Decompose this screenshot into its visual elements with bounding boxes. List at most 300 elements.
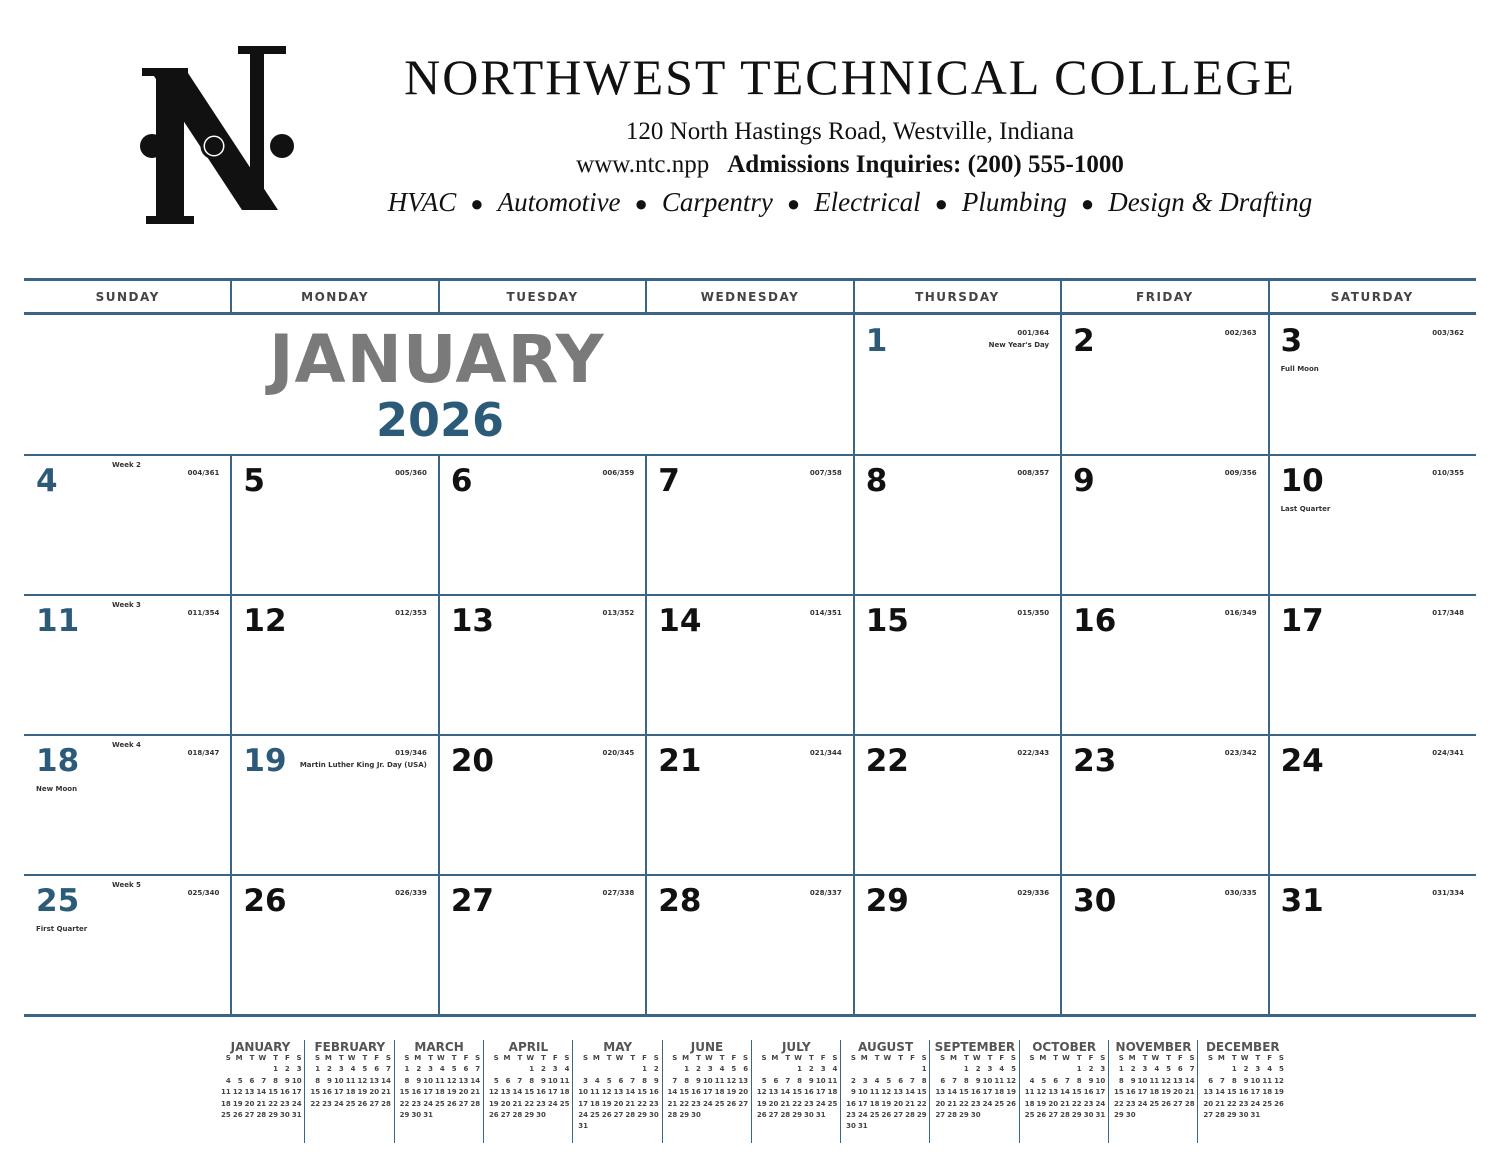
mini-day: 2	[653, 1065, 659, 1074]
mini-day: 30	[649, 1110, 659, 1119]
day-of-year: 018/347	[187, 749, 220, 757]
mini-day: 24	[1095, 1099, 1106, 1108]
mini-day: 27	[738, 1099, 749, 1108]
mini-weekday: F	[642, 1054, 647, 1062]
day-cell[interactable]	[1061, 735, 1268, 875]
mini-day: 18	[1149, 1088, 1160, 1097]
mini-weekday: W	[794, 1054, 802, 1062]
mini-day: 27	[935, 1110, 946, 1119]
mini-day: 17	[702, 1088, 713, 1097]
mini-month	[1020, 1040, 1109, 1143]
mini-weekday: W	[347, 1054, 356, 1062]
month-calendar	[24, 278, 1476, 1017]
mini-day: 16	[411, 1088, 422, 1097]
mini-day: 9	[541, 1076, 546, 1085]
day-cell[interactable]	[854, 455, 1061, 595]
program-item: Plumbing	[961, 187, 1067, 217]
address: 120 North Hastings Road, Westville, Indiana	[625, 118, 1075, 145]
mini-day: 19	[726, 1088, 737, 1097]
mini-weekday: S	[1010, 1054, 1016, 1062]
day-note: Last Quarter	[1280, 505, 1331, 513]
mini-weekday: W	[1151, 1054, 1160, 1062]
day-note: New Moon	[36, 785, 78, 793]
mini-week-row	[484, 1088, 573, 1099]
day-number: 14	[658, 603, 702, 639]
mini-day: 4	[594, 1076, 600, 1085]
day-cell[interactable]	[854, 315, 1061, 455]
mini-day: 14	[1060, 1088, 1070, 1097]
mini-week-row	[752, 1111, 841, 1122]
mini-day: 19	[446, 1088, 457, 1097]
weekday-header: THURSDAY	[854, 281, 1061, 315]
mini-day	[1034, 1065, 1046, 1076]
mini-week-row	[1109, 1077, 1198, 1088]
day-number: 8	[865, 463, 888, 499]
mini-day: 9	[975, 1076, 981, 1085]
grid-divider	[645, 281, 647, 315]
day-cell[interactable]	[1269, 455, 1476, 595]
grid-divider	[230, 281, 232, 315]
mini-day: 28	[780, 1110, 791, 1119]
mini-day: 30	[411, 1110, 422, 1119]
mini-weekday: T	[517, 1054, 523, 1062]
mini-day: 16	[691, 1088, 701, 1097]
mini-day: 21	[625, 1099, 636, 1108]
mini-weekday: M	[950, 1054, 957, 1062]
program-item: Electrical	[814, 187, 921, 217]
mini-week-row	[841, 1065, 930, 1076]
mini-day: 14	[1184, 1076, 1195, 1085]
mini-weekday: T	[362, 1054, 368, 1062]
mini-week-row	[663, 1088, 752, 1099]
mini-weekday: F	[552, 1054, 558, 1062]
day-cell[interactable]	[231, 735, 438, 875]
mini-day: 27	[893, 1110, 904, 1119]
mini-week-row	[1020, 1111, 1109, 1122]
mini-weekday: S	[832, 1054, 838, 1062]
mini-weekday-row	[395, 1054, 484, 1065]
day-cell[interactable]	[854, 735, 1061, 875]
mini-day: 17	[815, 1088, 826, 1097]
mini-day: 14	[381, 1076, 391, 1085]
day-cell[interactable]	[439, 595, 646, 735]
mini-day: 12	[446, 1076, 457, 1085]
mini-day: 25	[1149, 1099, 1160, 1108]
month-title: JANUARY	[269, 321, 605, 398]
day-of-year: 011/354	[187, 609, 220, 617]
day-cell[interactable]	[231, 875, 438, 1015]
mini-day: 27	[1203, 1110, 1214, 1119]
mini-weekday: M	[860, 1054, 868, 1062]
mini-day: 19	[881, 1099, 892, 1108]
day-cell[interactable]	[1061, 455, 1268, 595]
day-of-year: 002/363	[1224, 329, 1257, 337]
mini-divider	[751, 1040, 752, 1143]
grid-divider	[438, 281, 440, 315]
college-logo	[138, 40, 298, 230]
mini-day: 17	[982, 1088, 993, 1097]
day-cell[interactable]	[646, 455, 853, 595]
mini-week-row	[841, 1088, 930, 1099]
day-number: 3	[1280, 323, 1303, 359]
mini-day: 9	[327, 1076, 332, 1085]
mini-weekday: T	[874, 1054, 880, 1062]
mini-day: 18	[869, 1099, 880, 1108]
day-note: Full Moon	[1280, 365, 1319, 373]
day-cell[interactable]	[439, 455, 646, 595]
mini-weekday: W	[704, 1054, 713, 1062]
mini-day: 22	[637, 1099, 647, 1108]
mini-week-row	[305, 1065, 394, 1076]
mini-week-row	[484, 1065, 573, 1076]
mini-week-row	[395, 1111, 484, 1122]
mini-day: 21	[1060, 1099, 1070, 1108]
mini-day: 26	[357, 1099, 368, 1108]
day-cell[interactable]	[1269, 735, 1476, 875]
mini-day: 10	[702, 1076, 713, 1085]
mini-day: 24	[423, 1099, 433, 1108]
mini-day: 30	[691, 1110, 701, 1119]
mini-day: 21	[780, 1099, 791, 1108]
mini-week-row	[573, 1122, 662, 1133]
mini-day: 8	[404, 1076, 410, 1085]
day-cell[interactable]	[1061, 875, 1268, 1015]
mini-day: 31	[578, 1122, 588, 1131]
day-of-year: 022/343	[1017, 749, 1050, 757]
mini-day: 2	[1088, 1065, 1094, 1074]
mini-day: 14	[512, 1088, 523, 1097]
mini-day: 29	[792, 1110, 802, 1119]
day-cell[interactable]	[1269, 595, 1476, 735]
day-of-year: 021/344	[809, 749, 842, 757]
mini-day: 23	[846, 1110, 856, 1119]
mini-day: 16	[280, 1088, 290, 1097]
mini-day: 18	[590, 1099, 600, 1108]
mini-day: 1	[529, 1065, 535, 1074]
day-of-year: 027/338	[602, 889, 635, 897]
mini-day: 4	[564, 1065, 570, 1074]
mini-day: 19	[1036, 1099, 1047, 1108]
day-cell[interactable]	[1269, 315, 1476, 455]
mini-day	[576, 1065, 588, 1076]
mini-day: 29	[916, 1110, 927, 1119]
mini-day: 17	[333, 1088, 344, 1097]
mini-day: 16	[1238, 1088, 1249, 1097]
mini-day: 25	[994, 1099, 1005, 1108]
day-number: 26	[243, 883, 287, 919]
mini-day: 10	[423, 1076, 433, 1085]
mini-day: 6	[1177, 1065, 1183, 1074]
mini-day: 4	[832, 1065, 838, 1074]
mini-day	[1058, 1065, 1070, 1076]
mini-day: 20	[893, 1099, 904, 1108]
mini-day: 26	[1036, 1110, 1047, 1119]
mini-day: 17	[423, 1088, 433, 1097]
day-of-year: 017/348	[1432, 609, 1464, 617]
mini-day: 15	[916, 1088, 927, 1097]
day-of-year: 007/358	[809, 469, 842, 477]
mini-day: 7	[672, 1076, 678, 1085]
mini-day: 22	[792, 1099, 802, 1108]
mini-day: 14	[905, 1088, 915, 1097]
mini-day: 31	[857, 1122, 868, 1131]
mini-day: 26	[488, 1110, 499, 1119]
mini-day: 25	[1024, 1110, 1035, 1119]
mini-day: 1	[1076, 1065, 1082, 1074]
day-number: 23	[1073, 743, 1117, 779]
mini-weekday-row	[1198, 1054, 1287, 1065]
mini-day: 6	[743, 1065, 749, 1074]
mini-week-row	[395, 1088, 484, 1099]
mini-weekday: W	[615, 1054, 624, 1062]
mini-day: 23	[970, 1099, 981, 1108]
mini-weekday: M	[1039, 1054, 1047, 1062]
day-cell[interactable]	[439, 875, 646, 1015]
mini-day: 19	[232, 1099, 243, 1108]
day-of-year: 013/352	[602, 609, 635, 617]
mini-day: 3	[1142, 1065, 1148, 1074]
mini-day: 11	[435, 1076, 445, 1085]
mini-day: 23	[649, 1099, 659, 1108]
day-of-year: 006/359	[602, 469, 635, 477]
mini-day: 22	[1114, 1099, 1124, 1108]
program-item: Automotive	[497, 187, 621, 217]
mini-day	[510, 1065, 522, 1076]
mini-day: 28	[470, 1099, 481, 1108]
weekday-header: TUESDAY	[439, 281, 646, 315]
mini-day: 7	[952, 1076, 957, 1085]
day-of-year: 004/361	[187, 469, 220, 477]
mini-day: 4	[1267, 1065, 1273, 1074]
mini-day: 20	[244, 1099, 255, 1108]
mini-divider	[1197, 1040, 1198, 1143]
mini-weekday: M	[592, 1054, 600, 1062]
mini-day	[903, 1065, 915, 1076]
mini-day: 8	[642, 1076, 647, 1085]
mini-divider	[394, 1040, 395, 1143]
day-number: 20	[450, 743, 494, 779]
day-cell[interactable]	[24, 595, 231, 735]
mini-day: 13	[768, 1088, 779, 1097]
weekday-header: WEDNESDAY	[646, 281, 853, 315]
day-of-year: 016/349	[1224, 609, 1257, 617]
mini-weekday: M	[771, 1054, 779, 1062]
mini-day: 20	[613, 1099, 624, 1108]
mini-weekday: S	[1278, 1054, 1284, 1062]
mini-day: 14	[780, 1088, 791, 1097]
mini-day: 16	[970, 1088, 981, 1097]
mini-day: 29	[959, 1110, 969, 1119]
mini-day: 10	[1095, 1076, 1106, 1085]
mini-day: 17	[1137, 1088, 1148, 1097]
mini-weekday-row	[1109, 1054, 1198, 1065]
day-of-year: 026/339	[395, 889, 427, 897]
mini-day: 17	[547, 1088, 558, 1097]
mini-day: 6	[505, 1076, 511, 1085]
mini-week-row	[1109, 1111, 1198, 1122]
day-cell[interactable]	[1269, 875, 1476, 1015]
mini-day: 11	[869, 1088, 880, 1097]
day-of-year: 024/341	[1432, 749, 1464, 757]
mini-weekday: T	[338, 1054, 344, 1062]
day-cell[interactable]	[646, 595, 853, 735]
mini-day	[231, 1065, 243, 1076]
mini-day: 12	[1161, 1076, 1171, 1085]
mini-day: 13	[1173, 1076, 1183, 1085]
mini-day: 30	[1083, 1110, 1094, 1119]
mini-day: 26	[726, 1099, 737, 1108]
mini-month-title: MAY	[603, 1040, 633, 1054]
mini-month	[1198, 1040, 1287, 1143]
day-cell[interactable]	[439, 735, 646, 875]
mini-day: 2	[808, 1065, 814, 1074]
mini-day: 5	[761, 1076, 767, 1085]
mini-day: 17	[1250, 1088, 1261, 1097]
mini-day: 9	[1130, 1076, 1136, 1085]
mini-month	[1109, 1040, 1198, 1143]
mini-day: 28	[381, 1099, 391, 1108]
mini-day: 8	[315, 1076, 321, 1085]
mini-weekday: S	[315, 1054, 321, 1062]
mini-weekday: F	[1177, 1054, 1183, 1062]
mini-day: 6	[773, 1076, 779, 1085]
mini-week-row	[1198, 1065, 1287, 1076]
day-number: 30	[1073, 883, 1117, 919]
college-name: NORTHWEST TECHNICAL COLLEGE	[404, 49, 1296, 105]
website-link[interactable]: www.ntc.npp	[576, 151, 710, 178]
weekday-header: MONDAY	[231, 281, 438, 315]
mini-day: 11	[559, 1076, 570, 1085]
day-number: 21	[658, 743, 702, 779]
mini-day	[1213, 1065, 1225, 1076]
mini-day: 27	[768, 1110, 779, 1119]
mini-day: 15	[1114, 1088, 1124, 1097]
mini-day: 19	[357, 1088, 368, 1097]
mini-day: 13	[500, 1088, 511, 1097]
mini-day: 10	[333, 1076, 344, 1085]
mini-day: 27	[500, 1110, 511, 1119]
mini-day: 5	[886, 1076, 892, 1085]
mini-day: 25	[590, 1110, 600, 1119]
mini-week-row	[216, 1088, 305, 1099]
day-cell[interactable]	[24, 455, 231, 595]
mini-day: 13	[738, 1076, 749, 1085]
mini-day: 4	[1154, 1065, 1160, 1074]
day-cell[interactable]	[231, 455, 438, 595]
mini-weekday: F	[374, 1054, 380, 1062]
mini-month-title: AUGUST	[858, 1040, 914, 1054]
mini-weekday: T	[541, 1054, 546, 1062]
mini-day: 12	[881, 1088, 892, 1097]
mini-day: 18	[221, 1099, 231, 1108]
mini-day: 15	[524, 1088, 535, 1097]
mini-weekday: S	[743, 1054, 749, 1062]
day-note: Martin Luther King Jr. Day (USA)	[299, 761, 427, 769]
mini-month-title: APRIL	[508, 1040, 549, 1054]
day-cell[interactable]	[646, 735, 853, 875]
mini-day: 2	[284, 1065, 290, 1074]
mini-divider	[304, 1040, 305, 1143]
mini-day: 20	[768, 1099, 779, 1108]
mini-day: 25	[221, 1110, 231, 1119]
mini-month	[663, 1040, 752, 1143]
day-cell[interactable]	[231, 595, 438, 735]
mini-week-row	[752, 1077, 841, 1088]
mini-weekday: M	[235, 1054, 243, 1062]
mini-day: 12	[1274, 1076, 1284, 1085]
day-cell[interactable]	[1061, 315, 1268, 455]
day-cell[interactable]	[854, 595, 1061, 735]
mini-month-title: FEBRUARY	[314, 1040, 386, 1054]
day-number: 28	[658, 883, 702, 919]
mini-day	[879, 1065, 891, 1076]
day-of-year: 014/351	[809, 609, 842, 617]
mini-day: 4	[1029, 1076, 1035, 1085]
mini-day: 12	[726, 1076, 737, 1085]
day-cell[interactable]	[1061, 595, 1268, 735]
mini-weekday: T	[1053, 1054, 1059, 1062]
mini-day: 3	[820, 1065, 826, 1074]
mini-day: 17	[578, 1099, 588, 1108]
day-number: 6	[450, 463, 473, 499]
mini-week-row	[1198, 1077, 1287, 1088]
mini-month-title: JUNE	[690, 1040, 724, 1054]
mini-day: 7	[1189, 1065, 1195, 1074]
mini-day: 23	[1238, 1099, 1249, 1108]
mini-month	[752, 1040, 841, 1143]
day-cell[interactable]	[854, 875, 1061, 1015]
mini-day: 8	[797, 1076, 802, 1085]
day-number: 24	[1280, 743, 1324, 779]
mini-day: 25	[559, 1099, 570, 1108]
mini-weekday: W	[526, 1054, 535, 1062]
day-cell[interactable]	[24, 735, 231, 875]
mini-day: 4	[350, 1065, 356, 1074]
mini-weekday: S	[385, 1054, 391, 1062]
mini-day	[778, 1065, 790, 1076]
day-number: 16	[1073, 603, 1117, 639]
day-number: 9	[1073, 463, 1095, 499]
mini-day: 1	[1231, 1065, 1237, 1074]
mini-day: 3	[1255, 1065, 1261, 1074]
mini-day: 7	[910, 1076, 915, 1085]
mini-week-row	[930, 1088, 1019, 1099]
day-number: 10	[1280, 463, 1324, 499]
mini-day: 2	[696, 1065, 701, 1074]
mini-week-row	[930, 1065, 1019, 1076]
mini-day: 24	[1250, 1099, 1261, 1108]
mini-day: 25	[435, 1099, 445, 1108]
day-cell[interactable]	[646, 875, 853, 1015]
mini-day: 1	[404, 1065, 410, 1074]
day-cell[interactable]	[24, 875, 231, 1015]
mini-day: 9	[653, 1076, 659, 1085]
mini-weekday: M	[503, 1054, 511, 1062]
mini-day: 27	[244, 1110, 255, 1119]
mini-weekday-row	[930, 1054, 1019, 1065]
mini-day: 24	[333, 1099, 344, 1108]
mini-day: 21	[905, 1099, 915, 1108]
mini-week-row	[1109, 1100, 1198, 1111]
mini-day: 15	[310, 1088, 321, 1097]
mini-month	[573, 1040, 662, 1143]
mini-day: 10	[578, 1088, 588, 1097]
mini-day: 21	[381, 1088, 391, 1097]
mini-day: 2	[975, 1065, 981, 1074]
mini-day: 6	[1053, 1076, 1059, 1085]
mini-day: 23	[280, 1099, 290, 1108]
mini-day: 10	[1137, 1076, 1148, 1085]
